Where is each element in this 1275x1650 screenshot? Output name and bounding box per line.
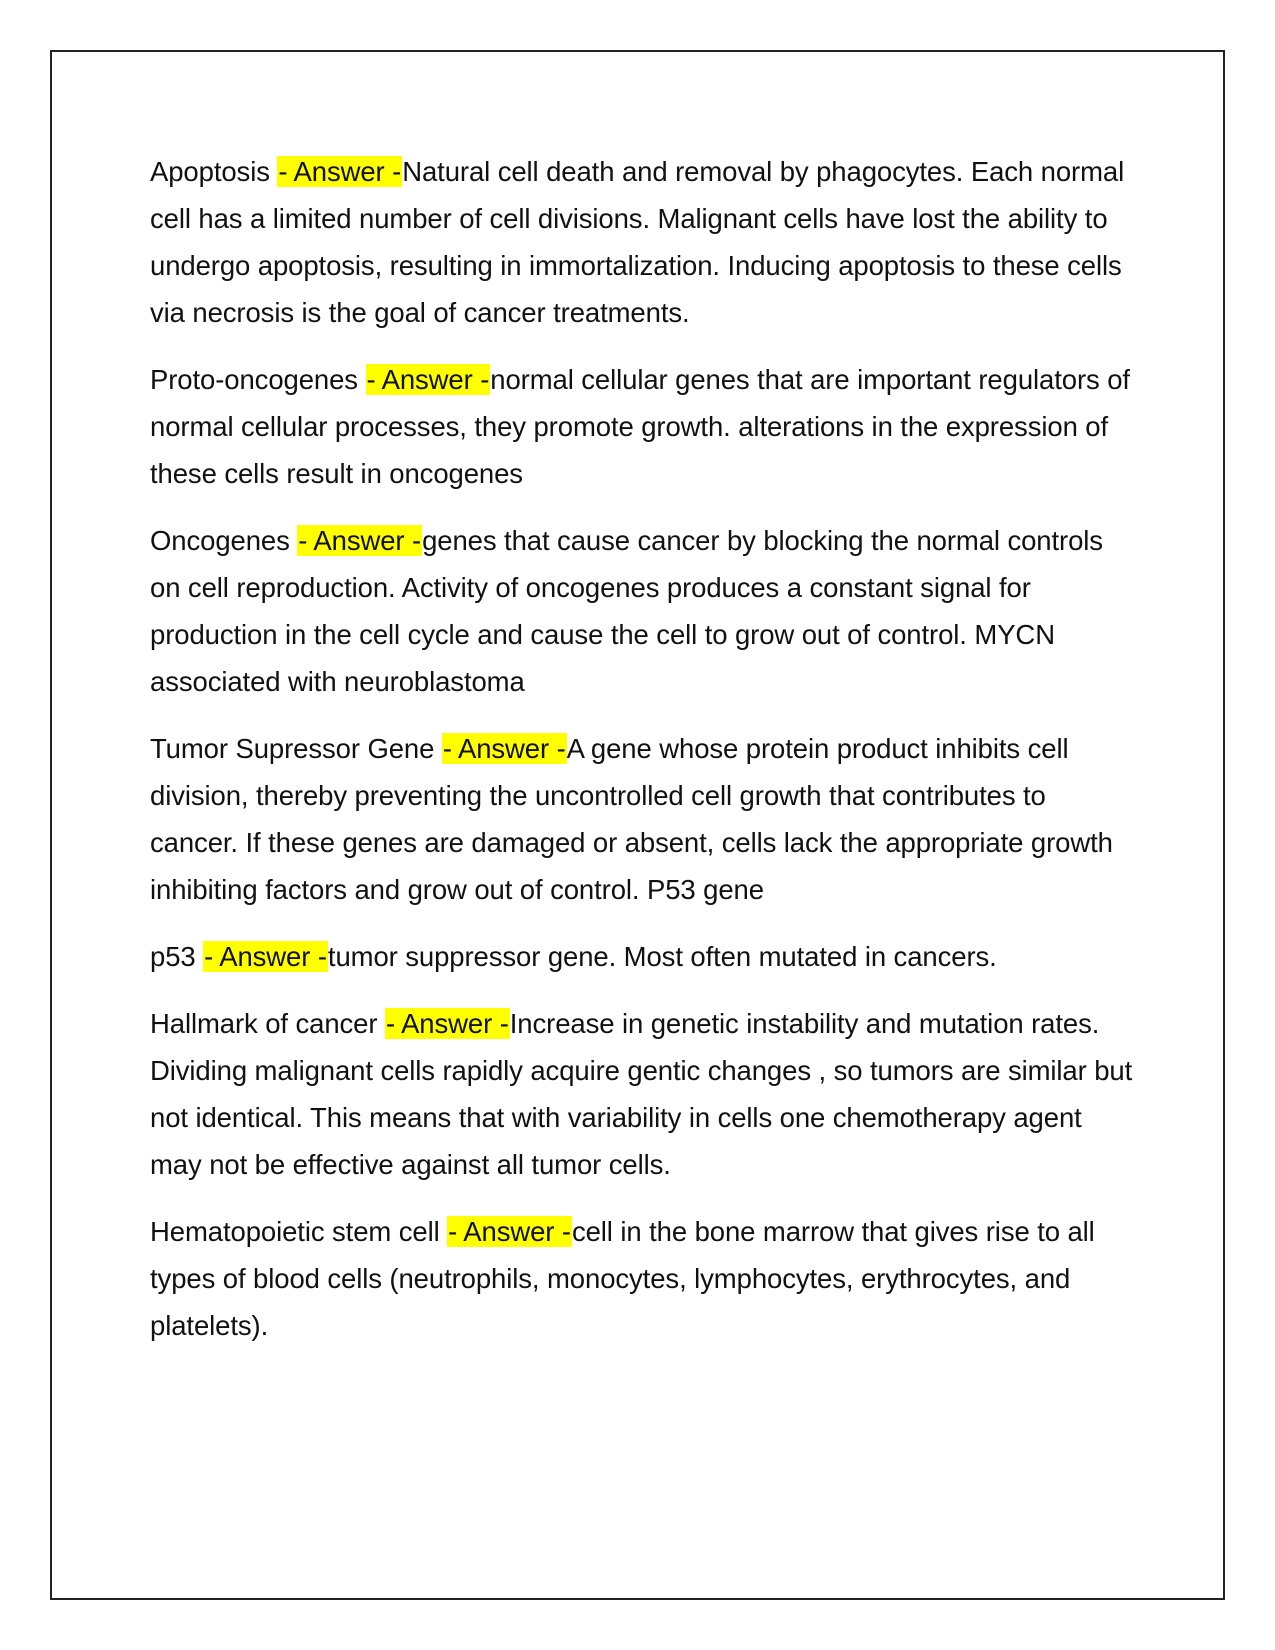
answer-highlight: - Answer -: [442, 733, 566, 764]
entry-term: Tumor Supressor Gene: [150, 733, 442, 764]
entry-term: p53: [150, 941, 204, 972]
entry-proto-oncogenes: [150, 356, 1140, 497]
entry-definition: Increase in genetic instability and mutation rates. Dividing malignant cells rapidly acquire gentic changes , so tumors are similar but not identical. This means that with variability in cells one chemotherapy agent may not be effective against all tumor cells.: [150, 1008, 1133, 1180]
entry-term: Apoptosis: [150, 156, 278, 187]
entry-oncogenes: [150, 517, 1140, 705]
entry-definition: genes that cause cancer by blocking the normal controls on cell reproduction. Activity of oncogenes produces a constant signal for production in the cell cycle and cause the cell to grow out of control. MYCN associated with neuroblastoma: [150, 525, 1103, 697]
entry-term: Hallmark of cancer: [150, 1008, 385, 1039]
entry-hallmark-of-cancer: [150, 1000, 1140, 1188]
entry-term: Oncogenes: [150, 525, 298, 556]
entry-apoptosis: [150, 148, 1140, 336]
entry-definition: tumor suppressor gene. Most often mutated in cancers.: [327, 941, 997, 972]
answer-highlight: - Answer -: [278, 156, 402, 187]
entry-definition: A gene whose protein product inhibits cell division, thereby preventing the uncontrolled cell growth that contributes to cancer. If these genes are damaged or absent, cells lack the appropriate growth inhibiting factors and grow out of control. P53 gene: [150, 733, 1113, 905]
entry-hematopoietic-stem-cell: [150, 1208, 1140, 1349]
entry-p53: [150, 933, 1140, 980]
entry-definition: normal cellular genes that are important regulators of normal cellular processes, they promote growth. alterations in the expression of these cells result in oncogenes: [150, 364, 1130, 489]
entry-tumor-supressor-gene: [150, 725, 1140, 913]
answer-highlight: - Answer -: [385, 1008, 509, 1039]
answer-highlight: - Answer -: [298, 525, 422, 556]
answer-highlight: - Answer -: [204, 941, 327, 972]
answer-highlight: - Answer -: [448, 1216, 571, 1247]
entry-definition: Natural cell death and removal by phagocytes. Each normal cell has a limited number of cell divisions. Malignant cells have lost the ability to undergo apoptosis, resulting in immortalization. Inducing apoptosis to these cells via necrosis is the goal of cancer treatments.: [150, 156, 1125, 328]
answer-highlight: - Answer -: [366, 364, 490, 395]
entry-term: Hematopoietic stem cell: [150, 1216, 448, 1247]
entry-definition: cell in the bone marrow that gives rise to all types of blood cells (neutrophils, monocytes, lymphocytes, erythrocytes, and platelets).: [150, 1216, 1095, 1341]
entry-term: Proto-oncogenes: [150, 364, 366, 395]
flashcard-list: [150, 148, 1140, 1369]
